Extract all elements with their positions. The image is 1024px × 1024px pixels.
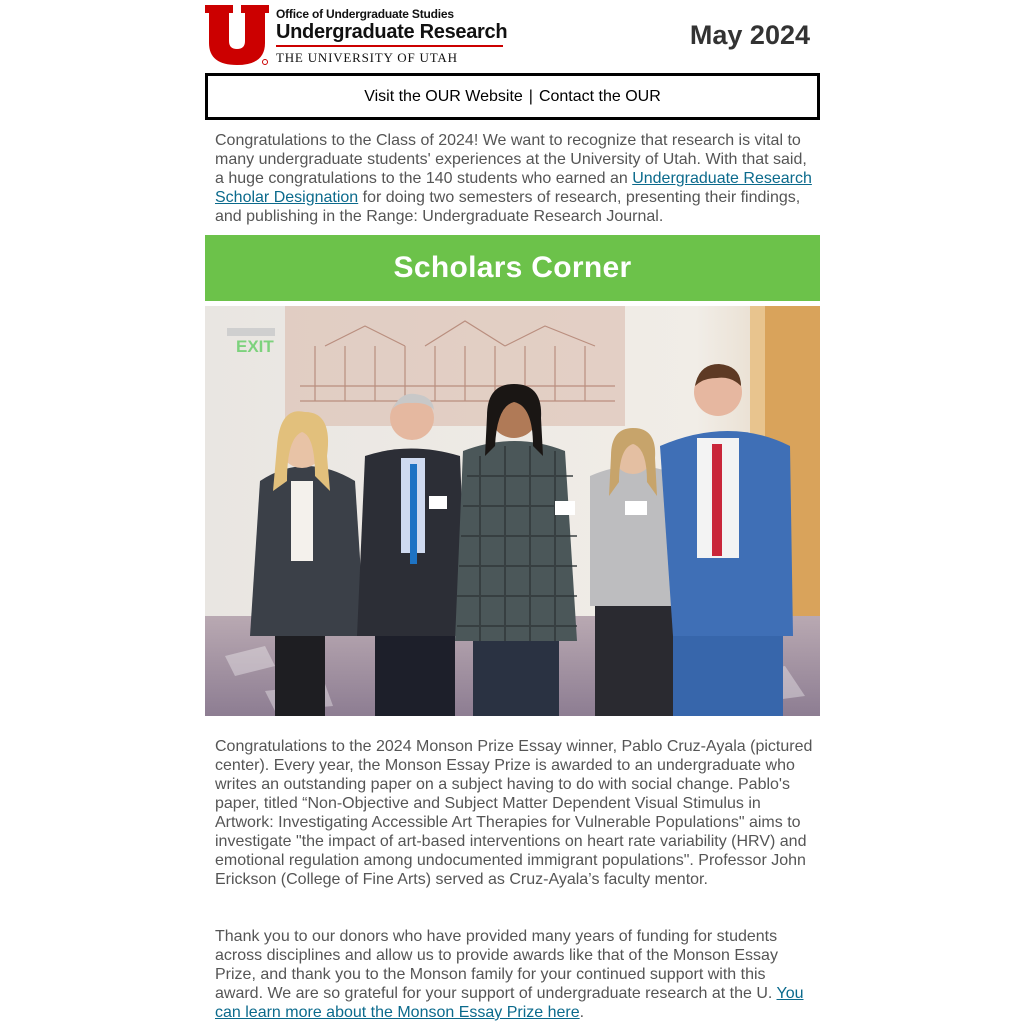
logo-office-name: Office of Undergraduate Studies — [276, 7, 454, 21]
scholar-designation-link[interactable]: Undergraduate Research Scholar Designation — [215, 170, 812, 206]
donor-thanks-text: Thank you to our donors who have provided many years of funding for students across disciplines and allow us to provide awards like that of the Monson Essay Prize, and thank you to the Monson family for your continued support with this award. We are so grateful for your support of undergraduate research at the U. — [215, 928, 778, 1002]
donor-thanks-end: . — [579, 1004, 585, 1021]
logo-wordmark — [276, 7, 506, 66]
logo-department-name: Undergraduate Research — [276, 21, 508, 43]
logo-university-name: THE UNIVERSITY OF UTAH — [276, 50, 458, 65]
intro-paragraph — [215, 131, 815, 226]
section-title: Scholars Corner — [393, 251, 632, 284]
logo-divider — [276, 45, 503, 47]
monson-prize-link[interactable]: You can learn more about the Monson Essay Prize here — [215, 985, 804, 1021]
university-logo[interactable] — [205, 5, 508, 67]
our-website-link[interactable]: Visit the OUR Website — [364, 87, 523, 105]
monson-prize-paragraph: Congratulations to the 2024 Monson Prize Essay winner, Pablo Cruz-Ayala (pictured center). Every year, the Monson Essay Prize is awarded to an undergraduate who writes an outstanding paper on a subject having to do with social change. Pablo's paper, titled “Non-Objective and Subject Matter Dependent Visual Stimulus in Artwork: Investigating Accessible Art Therapies for Vulnerable Populations" aims to investigate "the impact of art-based interventions on heart rate variability (HRV) and emotional regulation among undocumented immigrant populations". Professor John Erickson (College of Fine Arts) served as Cruz-Ayala’s faculty mentor. — [215, 738, 813, 888]
issue-date: May 2024 — [689, 20, 810, 50]
nav-separator: | — [528, 87, 533, 105]
contact-our-link[interactable]: Contact the OUR — [538, 87, 661, 105]
block-u-logo-icon — [205, 5, 270, 65]
intro-text-after: for doing two semesters of research, presenting their findings, and publishing in the Range: Undergraduate Research Journal. — [215, 189, 801, 225]
donor-thanks-paragraph — [215, 927, 815, 1022]
header — [205, 0, 820, 70]
section-banner — [205, 235, 820, 301]
exit-sign-text: EXIT — [236, 337, 274, 356]
nav-links-box — [205, 73, 820, 120]
newsletter — [205, 0, 820, 1021]
intro-text-before: Congratulations to the Class of 2024! We want to recognize that research is vital to many undergraduate students' experiences at the University of Utah. With that said, a huge congratulations to the 140 students who earned an — [215, 132, 807, 187]
award-group-photo — [205, 306, 820, 716]
